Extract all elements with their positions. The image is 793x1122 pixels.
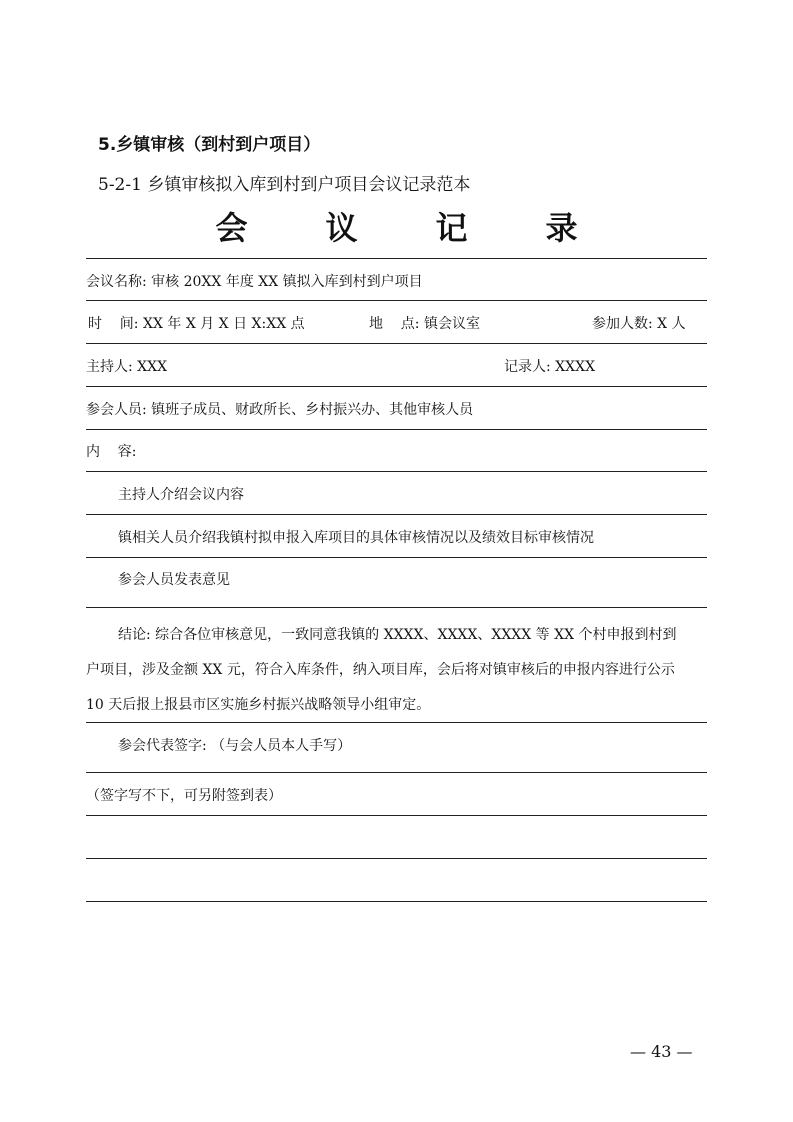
participants-label: 参会人员: bbox=[86, 402, 147, 418]
meeting-name-value: 审核 20XX 年度 XX 镇拟入库到村到户项目 bbox=[151, 274, 423, 290]
form-title-char: 会 bbox=[215, 209, 248, 247]
meeting-name-row bbox=[86, 272, 707, 292]
form-rule bbox=[86, 815, 707, 816]
form-rule bbox=[86, 429, 707, 430]
section-title: 5.乡镇审核（到村到户项目） bbox=[98, 135, 321, 155]
content-line: 镇相关人员介绍我镇村拟申报入库项目的具体审核情况以及绩效目标审核情况 bbox=[118, 530, 594, 546]
form-rule bbox=[86, 557, 707, 558]
participants-value: 镇班子成员、财政所长、乡村振兴办、其他审核人员 bbox=[151, 402, 474, 418]
attendees-count-label: 参加人数: bbox=[592, 316, 653, 332]
form-rule bbox=[86, 607, 707, 608]
participants-row bbox=[86, 400, 707, 420]
signature-overflow-note: （签字写不下，可另附签到表） bbox=[86, 788, 282, 804]
meeting-name-label: 会议名称: bbox=[86, 274, 147, 290]
content-line: 参会人员发表意见 bbox=[118, 572, 230, 588]
signature-label: 参会代表签字: bbox=[118, 738, 207, 754]
place-value: 镇会议室 bbox=[423, 316, 480, 332]
host-field bbox=[86, 357, 167, 377]
signature-row bbox=[86, 736, 739, 756]
signature-note: （与会人员本人手写） bbox=[211, 738, 352, 754]
form-rule bbox=[86, 386, 707, 387]
form-rule bbox=[86, 901, 707, 902]
recorder-value: XXXX bbox=[555, 359, 596, 375]
form-rule bbox=[86, 858, 707, 859]
conclusion-line: 10 天后报上报县市区实施乡村振兴战略领导小组审定。 bbox=[86, 697, 431, 713]
form-rule bbox=[86, 300, 707, 301]
form-rule bbox=[86, 343, 707, 344]
form-rule bbox=[86, 772, 707, 773]
conclusion-line: 户项目，涉及金额 XX 元，符合入库条件，纳入项目库，会后将对镇审核后的申报内容进行公示 bbox=[86, 662, 675, 678]
conclusion-paragraph bbox=[86, 618, 707, 723]
form-title bbox=[86, 200, 707, 252]
form-rule bbox=[86, 471, 707, 472]
form-title-char: 录 bbox=[545, 209, 578, 247]
place-label: 地 点: bbox=[369, 316, 420, 332]
form-title-char: 记 bbox=[435, 209, 468, 247]
page-number: — 43 — bbox=[630, 1042, 693, 1061]
host-value: XXX bbox=[137, 359, 168, 375]
form-rule bbox=[86, 258, 707, 259]
attendees-count-field bbox=[592, 314, 686, 334]
time-label: 时 间: bbox=[88, 316, 139, 332]
recorder-label: 记录人: bbox=[504, 359, 551, 375]
place-field bbox=[369, 314, 480, 334]
section-subtitle: 5-2-1 乡镇审核拟入库到村到户项目会议记录范本 bbox=[98, 175, 471, 195]
form-title-char: 议 bbox=[325, 209, 358, 247]
form-rule bbox=[86, 514, 707, 515]
time-field bbox=[88, 314, 305, 334]
content-line: 主持人介绍会议内容 bbox=[118, 487, 244, 503]
time-value: XX 年 X 月 X 日 X:XX 点 bbox=[142, 316, 305, 332]
conclusion-line: 结论: 综合各位审核意见，一致同意我镇的 XXXX、XXXX、XXXX 等 XX 个村申报到村到 bbox=[118, 627, 677, 643]
attendees-count-value: X 人 bbox=[657, 316, 686, 332]
recorder-field bbox=[504, 357, 595, 377]
host-label: 主持人: bbox=[86, 359, 133, 375]
content-label: 内 容: bbox=[86, 444, 137, 460]
